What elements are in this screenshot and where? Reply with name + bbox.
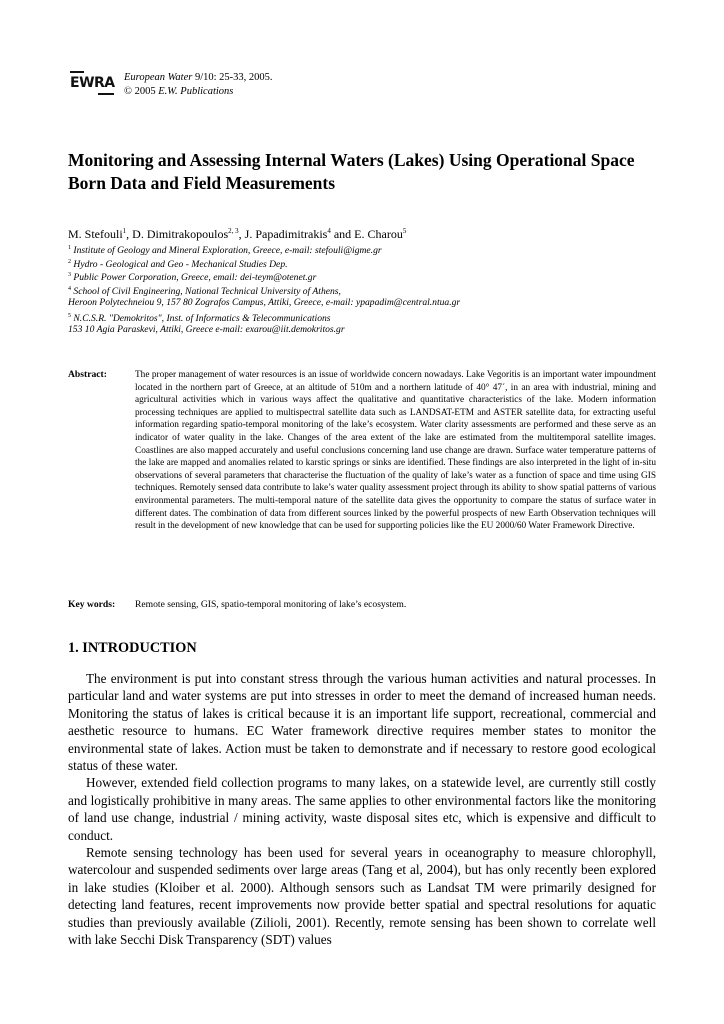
intro-paragraph: The environment is put into constant stress through the various human activities and natural processes. In particular land and water systems are put into stresses in order to meet the demand of increased human needs. Monitoring the status of lakes is critical because it is an important life support, recreational, commercial and aesthetic resource to humans. EC Water framework directive requires member states to monitor the environmental state of lakes. Action must be taken to demonstrate and if necessary to restore good ecological status of these water.: [68, 671, 656, 774]
publisher: E.W. Publications: [158, 86, 234, 97]
affiliation-text: Heroon Polytechneiou 9, 157 80 Zografos Campus, Attiki, Greece, e-mail: ypapadim@central.ntua.gr: [68, 297, 461, 308]
author-name: E. Charou: [354, 227, 403, 241]
section-heading: 1. INTRODUCTION: [68, 640, 197, 656]
logo-text: EWRA: [70, 75, 115, 91]
author-separator: ,: [238, 227, 245, 241]
journal-name: European Water: [124, 72, 193, 83]
affiliation-item: [68, 256, 460, 270]
affiliation-number: 2: [68, 258, 71, 265]
affiliation-text: 153 10 Agia Paraskevi, Attiki, Greece e-mail: exarou@iit.demokritos.gr: [68, 324, 345, 335]
affiliation-item: [68, 283, 460, 297]
paper-title: Monitoring and Assessing Internal Waters (Lakes) Using Operational Space Born Data and Field Measurements: [68, 150, 635, 193]
affiliation-text: Hydro - Geological and Geo - Mechanical Studies Dep.: [71, 258, 288, 270]
affiliation-item: [68, 269, 460, 283]
affiliation-text: Public Power Corporation, Greece, email: dei-teym@otenet.gr: [71, 272, 317, 284]
journal-info: [124, 71, 273, 99]
affiliation-item: [68, 242, 460, 256]
author-name: M. Stefouli: [68, 227, 123, 241]
author-affil-ref: 1: [122, 227, 127, 235]
ewra-logo: [68, 68, 116, 98]
keywords-label: Key words:: [68, 599, 116, 610]
author-affil-ref: 4: [327, 227, 331, 235]
introduction-body: [68, 670, 656, 949]
author-affil-ref: 5: [402, 227, 407, 235]
logo-bar-top: [70, 71, 84, 73]
logo-bar-bottom: [98, 93, 114, 95]
abstract-text: The proper management of water resources is an issue of worldwide concern nowadays. Lake Vegoritis is an important water impoundment located in the northern part of Greece, at an altitude of 510m and a northern latitude of 40° 47´, in an area with industrial, mining and agricultural activities which in various ways affect the qualitative and quantitative characteristics of the lake. Modern information processing techniques are applied to multispectral satellite data such as LANDSAT-ETM and ASTER satellite data, for extracting useful information regarding spatio-temporal monitoring of the lake’s ecosystem. Water clarity assessments are performed and these serve as an indicator of water quality in the lake. Changes of the area extent of the lake are estimated from the multitemporal satellite images. Coastlines are also mapped accurately and useful conclusions concerning land use change are drawn. Surface water temperature patterns of the lake are mapped and anomalies related to karstic springs or sinks are identified. These findings are also interpreted in the light of in-situ observations of several parameters that characterise the fluctuation of the quality of lake’s water as a function of space and time using GIS techniques. Remotely sensed data contribute to lake’s water quality assessment project through its ability to show spatial patterns of various environmental parameters. The multi-temporal nature of the satellite data gives the opportunity to compare the status of surface water in different dates. The combination of data from different sources linked by the powerful prospects of new Earth Observation techniques will result in the development of new knowledge that can be used for supporting policies like the EU 2000/60 Water Framework Directive.: [135, 370, 656, 532]
author-name: J. Papadimitrakis: [244, 227, 328, 241]
affiliation-number: 5: [68, 312, 71, 319]
journal-citation-line: [124, 71, 273, 85]
copyright-year: © 2005: [124, 86, 159, 97]
journal-citation: 9/10: 25-33, 2005.: [192, 72, 273, 83]
intro-paragraph: Remote sensing technology has been used for several years in oceanography to measure chlorophyll, watercolour and suspended sediments over large areas (Tang et al, 2004), but has only recently been explored in lake studies (Kloiber et al. 2000). Although sensors such as Landsat TM were primarily designed for detecting land features, recent improvements now provide better spatial and spectral resolutions for aquatic studies than previously available (Zilioli, 2001). Recently, remote sensing has been shown to correlate well with lake Secchi Disk Transparency (SDT) values: [68, 845, 656, 948]
copyright-line: [124, 85, 273, 99]
affiliation-text: N.C.S.R. "Demokritos", Inst. of Informatics & Telecommunications: [71, 312, 331, 324]
affiliation-item: [68, 296, 460, 310]
affiliation-text: Institute of Geology and Mineral Exploration, Greece, e-mail: stefouli@igme.gr: [71, 245, 382, 257]
affiliation-number: 4: [68, 285, 71, 292]
author-name: D. Dimitrakopoulos: [132, 227, 229, 241]
affiliation-list: [68, 242, 460, 337]
affiliation-number: 3: [68, 272, 71, 278]
affiliation-text: School of Civil Engineering, National Technical University of Athens,: [71, 285, 341, 297]
affiliation-item: [68, 310, 460, 324]
author-separator: and: [330, 227, 355, 241]
author-affil-ref: 2, 3: [228, 227, 239, 235]
intro-paragraph: However, extended field collection programs to many lakes, on a statewide level, are currently still costly and logistically prohibitive in many areas. The same applies to other environmental factors like the monitoring of land use change, industrial / mining activity, waste disposal sites etc, which is expensive and difficult to conduct.: [68, 775, 656, 843]
affiliation-number: 1: [68, 245, 71, 251]
abstract-label: Abstract:: [68, 369, 107, 380]
keywords-text: Remote sensing, GIS, spatio-temporal monitoring of lake’s ecosystem.: [135, 599, 407, 610]
author-list: [68, 227, 406, 242]
author-separator: ,: [126, 227, 133, 241]
affiliation-item: [68, 323, 460, 337]
